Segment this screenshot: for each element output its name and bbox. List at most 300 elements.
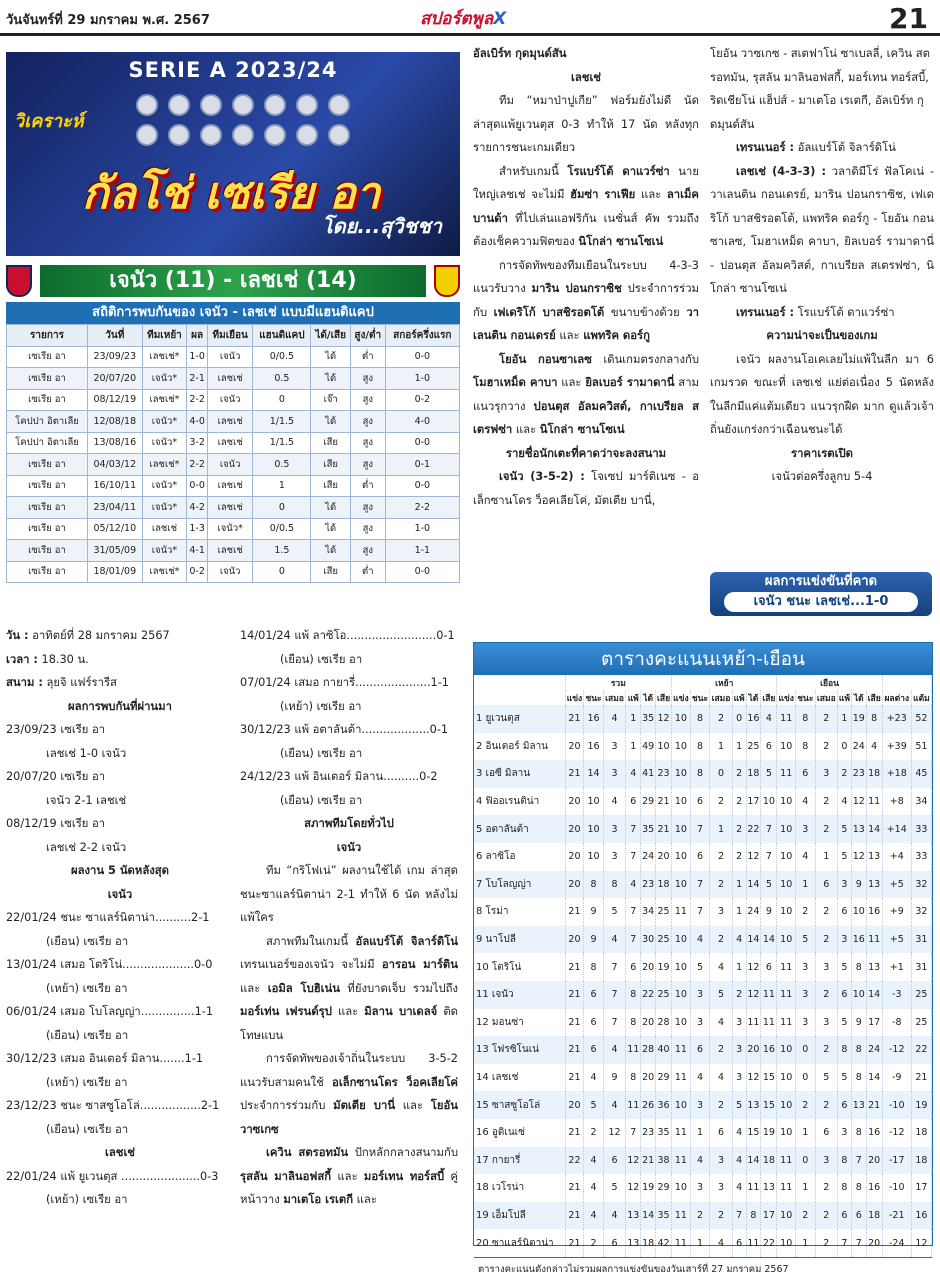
league-cell: 7 (603, 953, 626, 981)
h2h-cell: 05/12/10 (87, 518, 142, 540)
article-paragraph: (เยือน) เซเรีย อา (280, 652, 363, 666)
league-cell: 17 (746, 788, 761, 816)
league-cell: 3 (732, 1064, 746, 1092)
article-paragraph: 08/12/19 เซเรีย อา (6, 817, 106, 830)
h2h-cell: เซเรีย อา (7, 475, 88, 497)
league-cell: 18 (746, 760, 761, 788)
league-cell: 16 (584, 733, 604, 761)
league-cell: 20 (866, 1229, 882, 1257)
league-cell: 21 (565, 1036, 584, 1064)
league-cell: 11 (777, 1009, 796, 1037)
league-cell: +1 (882, 953, 911, 981)
league-cell: 21 (565, 1064, 584, 1092)
league-cell: 4 (710, 1229, 733, 1257)
team-name: 16 อูดิเนเซ่ (474, 1119, 565, 1147)
h2h-cell: สูง (350, 540, 385, 562)
h2h-cell: เจนัว* (142, 368, 187, 390)
league-cell: 11 (746, 1229, 761, 1257)
league-cell: 21 (565, 981, 584, 1009)
league-cell: 3 (796, 981, 816, 1009)
h2h-row (7, 497, 460, 519)
league-cell: 7 (626, 815, 641, 843)
league-cell: 10 (777, 733, 796, 761)
league-cell: 1 (690, 1229, 710, 1257)
league-cell: -9 (882, 1064, 911, 1092)
league-cell: 1 (732, 733, 746, 761)
article-column-3 (473, 42, 699, 512)
league-cell: 14 (746, 926, 761, 954)
league-cell: 6 (815, 1119, 838, 1147)
h2h-row (7, 540, 460, 562)
h2h-row (7, 475, 460, 497)
h2h-cell: สูง (350, 432, 385, 454)
league-cell: 14 (641, 1202, 656, 1230)
league-footnote: ตารางคะแนนดังกล่าวไม่รวมผลการแข่งขันของวันเสาร์ที่ 27 มกราคม 2567 (474, 1257, 932, 1281)
h2h-cell: เจนัว (207, 389, 252, 411)
page-header (0, 0, 940, 36)
league-cell: 18 (866, 1202, 882, 1230)
league-cell: 12 (851, 843, 866, 871)
league-cell: -3 (882, 981, 911, 1009)
league-cell: 4 (838, 788, 852, 816)
league-cell: 24 (851, 733, 866, 761)
h2h-cell: เจนัว* (142, 475, 187, 497)
league-cell: 7 (690, 871, 710, 899)
league-cell: 9 (584, 926, 604, 954)
league-cell: 6 (603, 1229, 626, 1257)
league-cell: 31 (911, 926, 931, 954)
league-row (474, 815, 932, 843)
league-cell: 0 (732, 705, 746, 733)
h2h-cell: เลชเช่* (142, 346, 187, 368)
league-cell: 7 (690, 815, 710, 843)
league-cell: 7 (851, 1147, 866, 1175)
h2h-cell: 1/1.5 (253, 411, 311, 433)
h2h-cell: 1-0 (385, 518, 459, 540)
h2h-cell: เซเรีย อา (7, 518, 88, 540)
league-cell: 40 (656, 1036, 672, 1064)
team-name: 11 เจนัว (474, 981, 565, 1009)
league-cell: 16 (584, 705, 604, 733)
league-cell: 10 (777, 788, 796, 816)
league-cell: 32 (911, 898, 931, 926)
league-cell: 1 (815, 843, 838, 871)
h2h-cell: ได้ (311, 497, 351, 519)
league-cell: 3 (603, 815, 626, 843)
league-cell: 2 (815, 815, 838, 843)
league-cell: 22 (746, 815, 761, 843)
league-cell: 25 (656, 926, 672, 954)
league-cell: 3 (690, 1009, 710, 1037)
h2h-column-header: แฮนดิแคป (253, 325, 311, 347)
league-cell: 4 (866, 733, 882, 761)
league-cell: 14 (866, 1064, 882, 1092)
league-cell: 4 (732, 1147, 746, 1175)
league-cell: 2 (796, 1091, 816, 1119)
league-cell: 13 (851, 815, 866, 843)
league-cell: 35 (656, 1202, 672, 1230)
league-cell: 7 (761, 815, 777, 843)
league-cell: 8 (866, 705, 882, 733)
league-cell: 2 (815, 1174, 838, 1202)
h2h-row (7, 368, 460, 390)
league-cell: 13 (866, 843, 882, 871)
team-name: 8 โรม่า (474, 898, 565, 926)
league-cell: 36 (656, 1091, 672, 1119)
team-name: 14 เลชเช่ (474, 1064, 565, 1092)
league-cell: 14 (866, 981, 882, 1009)
league-cell: 2 (815, 898, 838, 926)
league-cell: 4 (690, 1147, 710, 1175)
league-cell: 24 (746, 898, 761, 926)
h2h-cell: 3-2 (187, 432, 208, 454)
league-cell: 9 (584, 898, 604, 926)
league-cell: 26 (641, 1091, 656, 1119)
league-cell: 17 (761, 1202, 777, 1230)
league-cell: 7 (851, 1229, 866, 1257)
league-cell: 18 (656, 871, 672, 899)
league-cell: 22 (761, 1229, 777, 1257)
league-cell: 11 (672, 898, 691, 926)
article-column-2 (240, 624, 458, 1212)
h2h-row (7, 518, 460, 540)
h2h-cell: เลชเช่* (142, 389, 187, 411)
league-cell: 10 (672, 760, 691, 788)
league-cell: 8 (851, 1119, 866, 1147)
league-cell: 25 (656, 898, 672, 926)
league-cell: -17 (882, 1147, 911, 1175)
league-cell: 21 (656, 788, 672, 816)
league-column-header: แต้ม (911, 690, 931, 705)
team-name: 15 ซาสซูโอโล่ (474, 1091, 565, 1119)
league-cell: 11 (672, 1147, 691, 1175)
league-cell: 13 (866, 953, 882, 981)
league-row (474, 705, 932, 733)
article-paragraph: เลชเช่ (105, 1146, 135, 1159)
league-column-header: เสีย (866, 690, 882, 705)
team-name: 19 เอ็มโปลี (474, 1202, 565, 1230)
league-cell: 11 (672, 1202, 691, 1230)
h2h-row (7, 561, 460, 583)
h2h-cell: เซเรีย อา (7, 497, 88, 519)
league-cell: 11 (672, 1036, 691, 1064)
league-cell: 2 (710, 1036, 733, 1064)
h2h-cell: เจนัว* (207, 518, 252, 540)
article-paragraph: อัลเบิร์ท กุดมุนด์สัน (473, 47, 567, 60)
league-cell: 10 (672, 1174, 691, 1202)
league-cell: 35 (641, 815, 656, 843)
team-name: 20 ซาแลร์นิตาน่า (474, 1229, 565, 1257)
league-cell: 10 (672, 815, 691, 843)
h2h-cell: สูง (350, 518, 385, 540)
league-cell: 20 (866, 1147, 882, 1175)
league-cell: 23 (851, 760, 866, 788)
league-cell: 23 (656, 760, 672, 788)
league-cell: 38 (656, 1147, 672, 1175)
article-paragraph: สนาม : ลุยจิ แฟร์รารีส (6, 676, 117, 689)
league-cell: 11 (626, 1091, 641, 1119)
league-cell: 8 (584, 953, 604, 981)
league-cell: 4 (584, 1174, 604, 1202)
league-cell: 4 (761, 705, 777, 733)
league-cell: 2 (710, 926, 733, 954)
league-cell: -10 (882, 1174, 911, 1202)
league-cell: 6 (584, 1009, 604, 1037)
league-cell: 2 (690, 1202, 710, 1230)
league-cell: 34 (641, 898, 656, 926)
league-cell: 12 (746, 843, 761, 871)
league-cell: 2 (732, 760, 746, 788)
h2h-cell: 12/08/18 (87, 411, 142, 433)
league-cell: 1 (626, 733, 641, 761)
league-column-header: เสีย (761, 690, 777, 705)
league-row (474, 1229, 932, 1257)
league-cell: 11 (777, 705, 796, 733)
league-cell: 5 (796, 926, 816, 954)
league-cell: 2 (732, 843, 746, 871)
league-cell: 3 (710, 1147, 733, 1175)
h2h-cell: เสีย (311, 561, 351, 583)
h2h-cell: 1-1 (385, 540, 459, 562)
league-cell: 7 (626, 898, 641, 926)
h2h-column-header: สกอร์ครึ่งแรก (385, 325, 459, 347)
article-paragraph: ทีม “กริโฟเน่” ผลงานใช้ได้ เกม ล่าสุดชนะซาแลร์นิตาน่า 2-1 ทำให้ 6 นัด หลังไม่แพ้ใคร (240, 864, 458, 924)
group-away: เยือน (777, 675, 882, 690)
h2h-cell: 1.5 (253, 540, 311, 562)
league-cell: 21 (565, 953, 584, 981)
h2h-row (7, 346, 460, 368)
h2h-cell: 04/03/12 (87, 454, 142, 476)
league-cell: -12 (882, 1036, 911, 1064)
h2h-cell: เสีย (311, 432, 351, 454)
league-cell: 3 (603, 843, 626, 871)
h2h-row (7, 432, 460, 454)
match-title: เจนัว (11) - เลชเช่ (14) (40, 265, 426, 297)
league-cell: 18 (761, 1147, 777, 1175)
league-cell: 3 (796, 953, 816, 981)
league-cell: 4 (584, 1064, 604, 1092)
league-cell: 4 (603, 1202, 626, 1230)
league-cell: 10 (777, 871, 796, 899)
team-name: 12 มอนซ่า (474, 1009, 565, 1037)
group-home: เหย้า (672, 675, 777, 690)
team-name: 5 อตาลันต้า (474, 815, 565, 843)
h2h-cell: เลชเช่ (142, 518, 187, 540)
league-column-header: ได้ (746, 690, 761, 705)
league-cell: 3 (690, 981, 710, 1009)
league-cell: -24 (882, 1229, 911, 1257)
league-column-header (474, 690, 565, 705)
league-cell: 18 (911, 1147, 931, 1175)
h2h-cell: สูง (350, 389, 385, 411)
league-cell: 2 (796, 1202, 816, 1230)
h2h-cell: เลชเช่ (207, 432, 252, 454)
league-cell: +9 (882, 898, 911, 926)
league-cell: 24 (641, 843, 656, 871)
league-cell: 7 (626, 1119, 641, 1147)
league-cell: 8 (690, 760, 710, 788)
h2h-cell: เซเรีย อา (7, 561, 88, 583)
league-cell: 10 (777, 898, 796, 926)
league-row (474, 1119, 932, 1147)
h2h-cell: 1-0 (187, 346, 208, 368)
league-cell: 23 (641, 871, 656, 899)
league-column-header: ชนะ (584, 690, 604, 705)
league-cell: 6 (584, 1036, 604, 1064)
league-cell: 14 (866, 815, 882, 843)
h2h-cell: 0.5 (253, 368, 311, 390)
h2h-cell: สูง (350, 454, 385, 476)
league-cell: 1 (710, 815, 733, 843)
league-cell: 12 (746, 981, 761, 1009)
h2h-column-header: ได้/เสีย (311, 325, 351, 347)
league-cell: 3 (838, 1119, 852, 1147)
h2h-cell: โคปปา อิตาเลีย (7, 432, 88, 454)
h2h-cell: เลชเช่ (207, 368, 252, 390)
genoa-crest-icon (6, 265, 32, 297)
league-cell: 42 (656, 1229, 672, 1257)
article-column-1 (6, 624, 234, 1212)
article-paragraph: วัน : อาทิตย์ที่ 28 มกราคม 2567 (6, 629, 170, 642)
league-cell: 2 (710, 1202, 733, 1230)
league-cell: 18 (866, 760, 882, 788)
h2h-cell: ต่ำ (350, 561, 385, 583)
league-cell: 2 (815, 1202, 838, 1230)
league-cell: 4 (690, 926, 710, 954)
article-paragraph: (เหย้า) เซเรีย อา (46, 981, 128, 995)
league-cell: 9 (761, 898, 777, 926)
league-row (474, 1147, 932, 1175)
league-cell: 21 (656, 815, 672, 843)
league-cell: +5 (882, 926, 911, 954)
league-cell: 8 (796, 733, 816, 761)
league-cell: +14 (882, 815, 911, 843)
h2h-cell: 23/04/11 (87, 497, 142, 519)
league-cell: 10 (672, 788, 691, 816)
league-cell: 20 (641, 1064, 656, 1092)
league-cell: 10 (777, 926, 796, 954)
h2h-column-header: ทีมเยือน (207, 325, 252, 347)
league-cell: 0 (838, 733, 852, 761)
league-cell: 20 (565, 815, 584, 843)
predicted-result (710, 572, 932, 616)
league-cell: 12 (746, 1064, 761, 1092)
league-cell: 2 (815, 981, 838, 1009)
h2h-cell: เจ๊า (311, 389, 351, 411)
league-cell: 5 (838, 843, 852, 871)
league-cell: 3 (815, 1009, 838, 1037)
h2h-row (7, 389, 460, 411)
h2h-column-header: ทีมเหย้า (142, 325, 187, 347)
league-cell: 3 (603, 733, 626, 761)
article-paragraph: เจนัว (3-5-2) : โจเซป มาร์ติเนซ - อเล็กซานโดร ว็อคเลียโค่, มัตเตีย บานี่, (473, 470, 699, 507)
league-cell: 4 (603, 1036, 626, 1064)
league-cell: 19 (851, 705, 866, 733)
league-cell: 1 (732, 898, 746, 926)
league-row (474, 926, 932, 954)
league-cell: 0 (796, 1036, 816, 1064)
league-cell: 8 (838, 1036, 852, 1064)
h2h-cell: เลชเช่ (207, 475, 252, 497)
league-cell: 5 (761, 871, 777, 899)
league-cell: 7 (732, 1202, 746, 1230)
h2h-cell: 08/12/19 (87, 389, 142, 411)
league-cell: 8 (796, 705, 816, 733)
league-cell: 4 (626, 871, 641, 899)
league-cell: 10 (777, 1036, 796, 1064)
h2h-cell: ได้ (311, 346, 351, 368)
league-cell: 10 (672, 843, 691, 871)
article-paragraph: (เยือน) เซเรีย อา (46, 1028, 129, 1042)
league-cell: 1 (626, 705, 641, 733)
league-cell: 22 (641, 981, 656, 1009)
h2h-cell: 18/01/09 (87, 561, 142, 583)
league-cell: 4 (584, 1147, 604, 1175)
team-name: 10 โตริโน่ (474, 953, 565, 981)
league-cell: 10 (777, 1229, 796, 1257)
h2h-cell: เจนัว (207, 454, 252, 476)
club-logos-icon (136, 94, 356, 150)
h2h-cell: เลชเช่ (207, 497, 252, 519)
league-cell: 0 (710, 760, 733, 788)
league-cell: 10 (584, 815, 604, 843)
league-cell: 4 (710, 953, 733, 981)
league-column-header: แข่ง (565, 690, 584, 705)
league-cell: 5 (710, 981, 733, 1009)
league-cell: 0 (796, 1064, 816, 1092)
h2h-cell: 20/07/20 (87, 368, 142, 390)
league-cell: 18 (641, 1229, 656, 1257)
article-paragraph: 22/01/24 ชนะ ซาแลร์นิตาน่า..........2-1 (6, 911, 210, 924)
article-paragraph: (เยือน) เซเรีย อา (280, 746, 363, 760)
h2h-cell: 0-0 (385, 346, 459, 368)
league-cell: 2 (584, 1229, 604, 1257)
league-cell: 6 (815, 871, 838, 899)
h2h-cell: ได้ (311, 518, 351, 540)
league-row (474, 843, 932, 871)
league-cell: 6 (690, 1036, 710, 1064)
league-cell: 35 (641, 705, 656, 733)
league-cell: 16 (866, 898, 882, 926)
league-cell: 13 (626, 1229, 641, 1257)
league-cell: 23 (641, 1119, 656, 1147)
league-cell: 16 (866, 1119, 882, 1147)
league-cell: 10 (777, 1064, 796, 1092)
h2h-cell: สูง (350, 411, 385, 433)
article-paragraph: เลชเช่ (571, 70, 601, 84)
match-header (6, 262, 460, 300)
h2h-cell: 1/1.5 (253, 432, 311, 454)
article-paragraph: การจัดทัพของทีมเยือนในระบบ 4-3-3 แนวรับวาง มาริน ปอนกราซิช ประจำการร่วมกับ เฟเดริโก้ บาสชิรอตโต้ ขนาบข้างด้วย วาเลนติน กอนเดรย์ และ แพทริค ดอร์กู (473, 258, 700, 342)
league-cell: 20 (565, 733, 584, 761)
league-cell: 4 (732, 926, 746, 954)
league-cell: 1 (732, 953, 746, 981)
h2h-cell: เจนัว* (142, 497, 187, 519)
league-row (474, 953, 932, 981)
h2h-cell: 2-1 (187, 368, 208, 390)
h2h-cell: เลชเช่ (207, 411, 252, 433)
league-cell: 4 (603, 705, 626, 733)
league-cell: 21 (565, 1009, 584, 1037)
league-cell: 3 (690, 1174, 710, 1202)
h2h-cell: 4-0 (385, 411, 459, 433)
league-cell: 19 (656, 953, 672, 981)
league-cell: 12 (911, 1229, 931, 1257)
league-cell: 1 (796, 871, 816, 899)
article-paragraph: เทรนเนอร์ : อัลแบร์โต้ จิลาร์ดิโน่ (736, 141, 896, 154)
article-paragraph: 13/01/24 เสมอ โตริโน่....................0-0 (6, 958, 213, 971)
article-paragraph: สำหรับเกมนี้ โรแบร์โต้ ดาแวร์ซ่า นายใหญ่เลชเช่ จะไม่มี ฮัมซ่า ราเฟีย และ ลาเม็ค บานด้า ที่ไปเล่นแอฟริกัน เนชั่นส์ คัพ รวมถึงต้องเช็คความฟิตของ นิโกล่า ซานโซเน่ (473, 164, 699, 248)
